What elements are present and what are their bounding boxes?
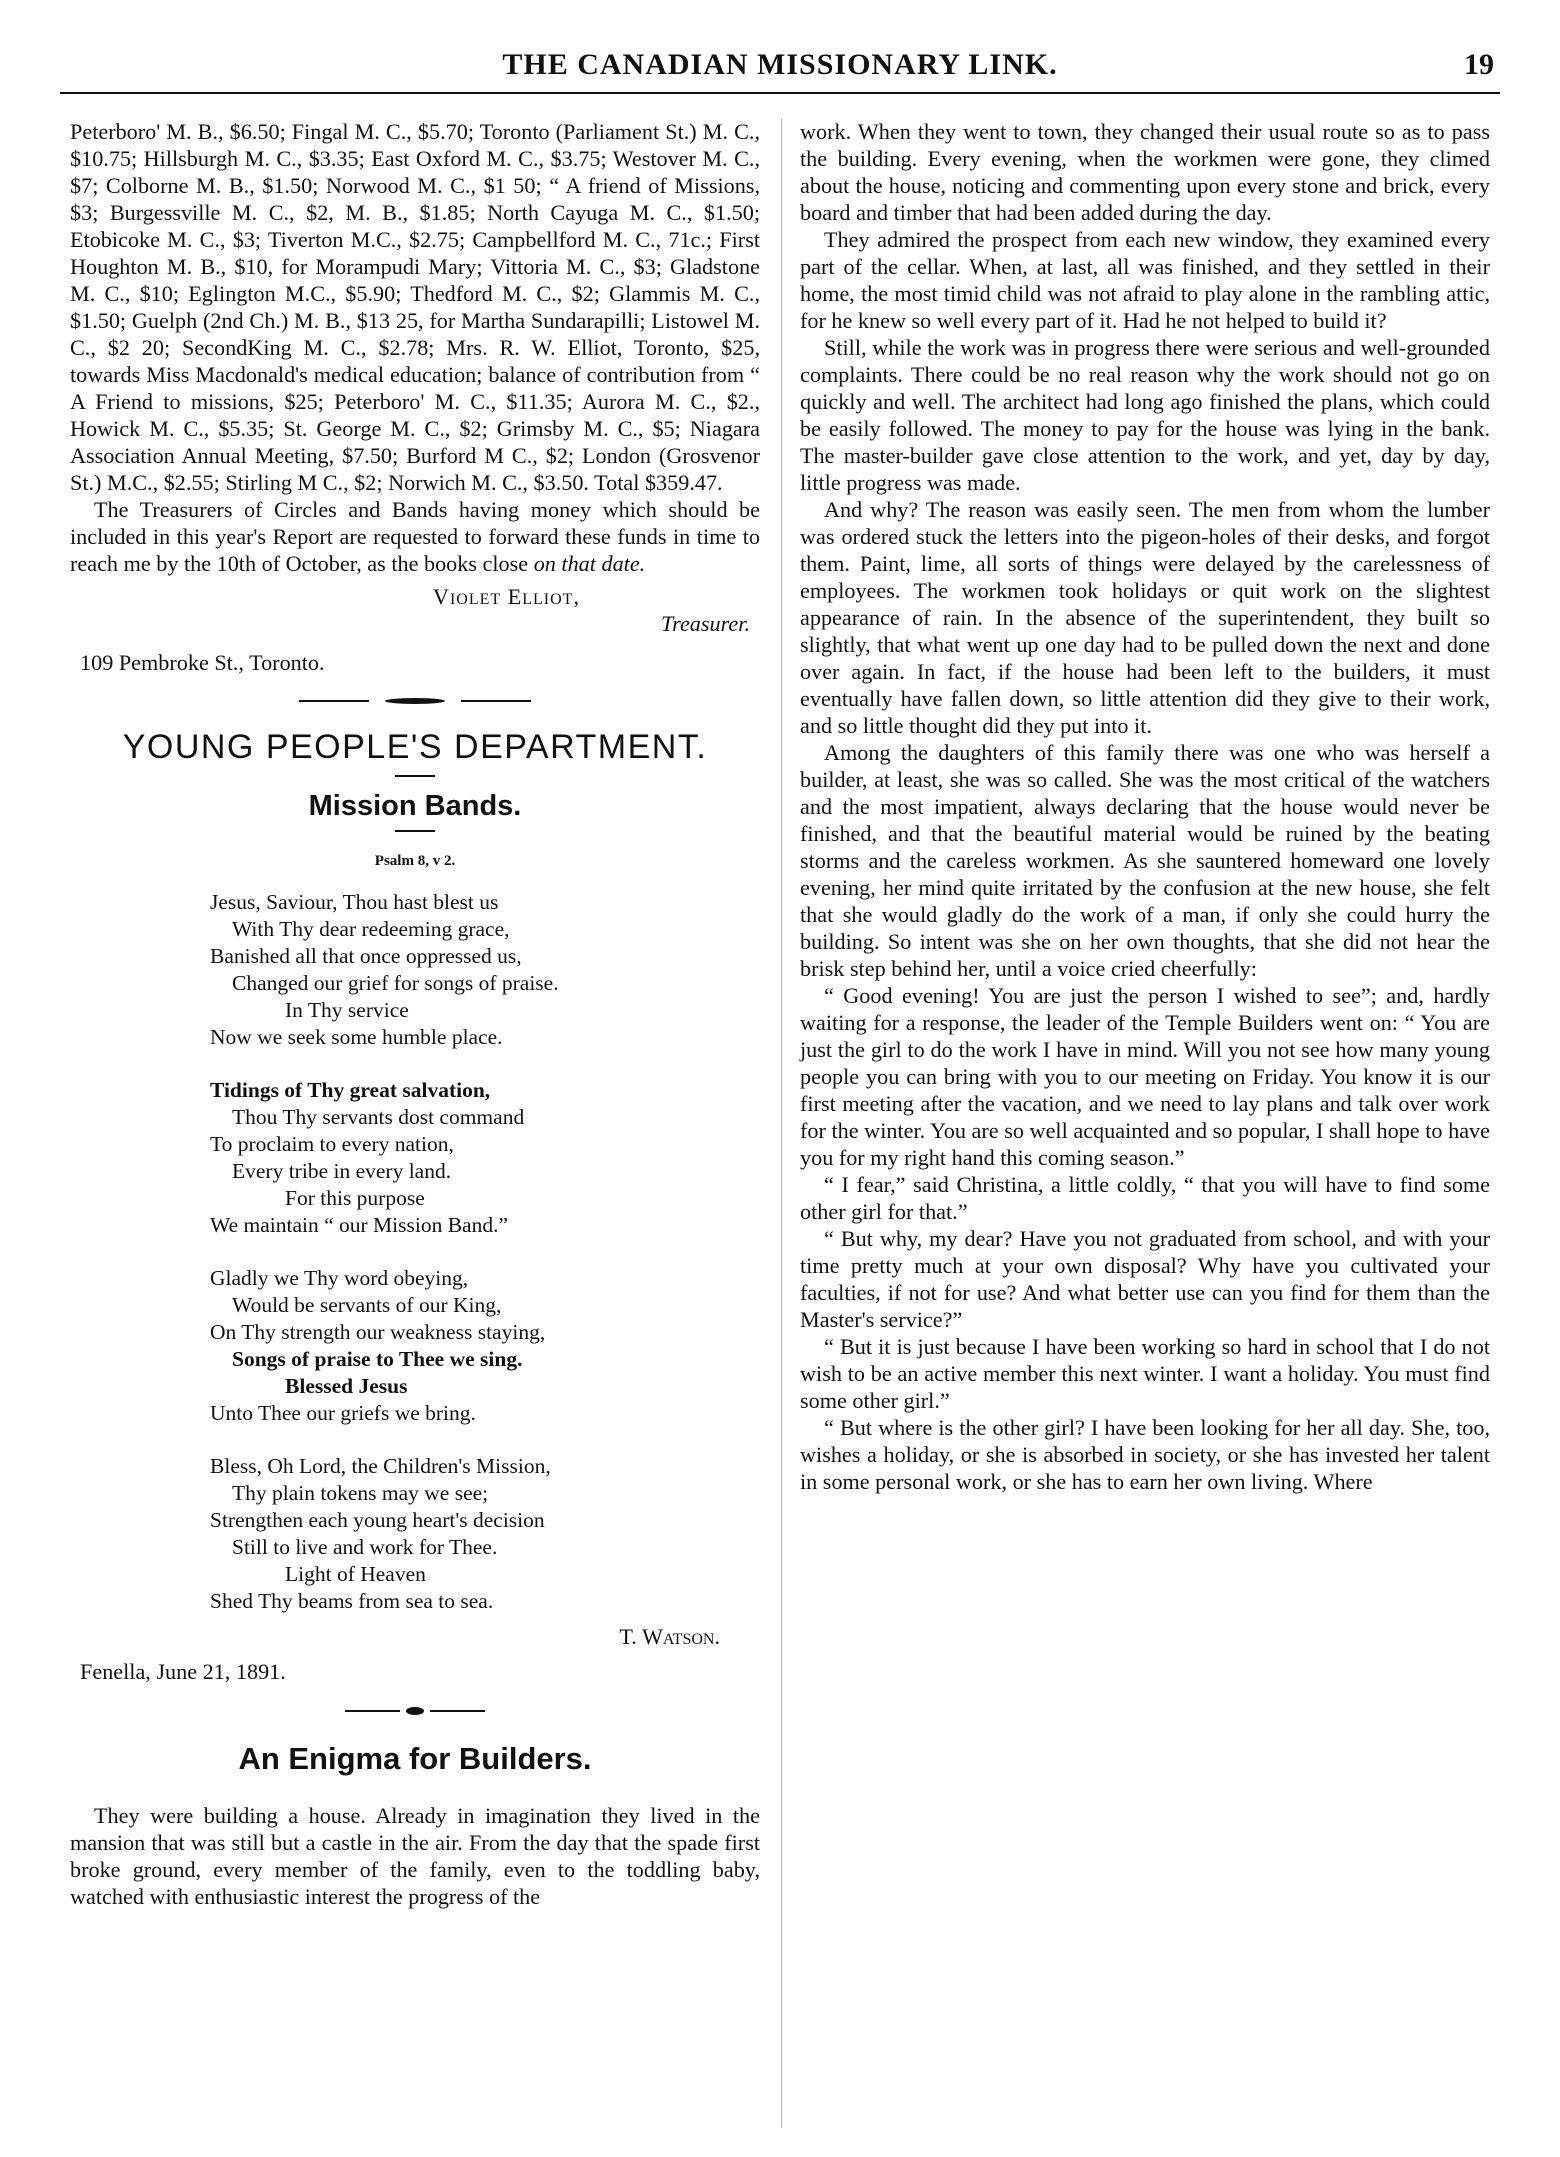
poem-line: Thy plain tokens may we see; (232, 1481, 489, 1505)
divider-line (430, 1710, 485, 1712)
divider-line (345, 1710, 400, 1712)
publication-title: THE CANADIAN MISSIONARY LINK. (502, 48, 1058, 81)
poem-line: Songs of praise to Thee we sing. (232, 1347, 523, 1371)
treasurer-note (70, 496, 760, 577)
poem-line: Changed our grief for songs of praise. (232, 971, 559, 995)
poem-line: Tidings of Thy great salvation, (210, 1078, 491, 1102)
divider-ornament (406, 1707, 424, 1715)
poem-line: Strengthen each young heart's decision (210, 1508, 545, 1532)
poem-stanza (210, 1453, 760, 1615)
divider-line (299, 700, 369, 702)
poem-line: In Thy service (285, 998, 409, 1022)
story-paragraph: work. When they went to town, they changed their usual route so as to pass the building. Every evening, when the workmen were gone, they climed about the house, noticing and commenting upon every stone and brick, every board and timber that had been added during the day. (800, 119, 1490, 225)
page-number: 19 (1464, 48, 1494, 81)
poem-line: For this purpose (285, 1186, 425, 1210)
column-gutter (781, 118, 782, 2128)
treasurer-signoff (70, 583, 760, 637)
poem-stanza (210, 1077, 760, 1239)
department-heading: YOUNG PEOPLE'S DEPARTMENT. (122, 728, 708, 766)
section-divider (70, 1707, 760, 1715)
story-paragraph: They were building a house. Already in imagination they lived in the mansion that was still but a castle in the air. From the day that the spade first broke ground, every member of the family, even to the toddling baby, watched with enthusiastic interest the progress of the (70, 1803, 760, 1909)
story-paragraph: “ But why, my dear? Have you not graduated from school, and with your time pretty much at your own disposal? Why have you cultivated your faculties, if not for use? And what better use can you find for them than the Master's service?” (800, 1226, 1490, 1332)
story-paragraph: “ But where is the other girl? I have been looking for her all day. She, too, wishes a holiday, or she is absorbed in society, or she has invested her talent in some personal work, or she has to earn her own living. Where (800, 1415, 1490, 1494)
treasurer-name: Violet Elliot, (432, 584, 580, 609)
poem-line: Blessed Jesus (285, 1374, 408, 1398)
enigma-heading: An Enigma for Builders. (238, 1741, 592, 1776)
poem-line: Jesus, Saviour, Thou hast blest us (210, 890, 499, 914)
poem-line: Unto Thee our griefs we bring. (210, 1401, 476, 1425)
heading-rule (395, 775, 435, 777)
right-column (800, 118, 1490, 1495)
story-paragraph: And why? The reason was easily seen. The men from whom the lumber was ordered stuck the letters into the pigeon-holes of their desks, and forgot them. Paint, lime, all sorts of things were delayed by the carelessness of employees. The workmen took holidays or quit work on the slightest appearance of rain. In the absence of the superintendent, they built so slightly, that what went up one day had to be pulled down the next and done over again. In fact, if the house had been left to the builders, it must eventually have fallen down, so little attention did they give to their work, and so little thought did they put into it. (800, 497, 1490, 738)
psalm-reference: Psalm 8, v 2. (374, 853, 456, 869)
poem-line: Banished all that once oppressed us, (210, 944, 522, 968)
story-paragraph: They admired the prospect from each new window, they examined every part of the cellar. When, at last, all was finished, and they settled in their home, the most timid child was not afraid to play alone in the rambling attic, for he knew so well every part of it. Had he not helped to build it? (800, 227, 1490, 333)
poem-author: T. Watson. (619, 1624, 720, 1649)
poem-line: To proclaim to every nation, (210, 1132, 454, 1156)
hymn-poem (70, 889, 760, 1615)
story-paragraph: “ I fear,” said Christina, a little coldly, “ that you will have to find some other girl for that.” (800, 1172, 1490, 1224)
contributions-list: Peterboro' M. B., $6.50; Fingal M. C., $5.70; Toronto (Parliament St.) M. C., $10.75; Hillsburgh M. C., $3.35; East Oxford M. C., $3.75; Westover M. C., $7; Colborne M. B., $1.50; Norwood M. C., $1 50; “ A friend of Missions, $3; Burgessville M. C., $2, M. B., $1.85; North Cayuga M. C., $1.50; Etobicoke M. C., $3; Tiverton M.C., $2.75; Campbellford M. C., 71c.; First Houghton M. B., $10, for Morampudi Mary; Vittoria M. C., $3; Gladstone M. C., $10; Eglington M.C., $5.90; Thedford M. C., $2; Glammis M. C., $1.50; Guelph (2nd Ch.) M. B., $13 25, for Martha Sundarapilli; Listowel M. C., $2 20; SecondKing M. C., $2.78; Mrs. R. W. Elliot, Toronto, $25, towards Miss Macdonald's medical education; balance of contribution from “ A Friend to missions, $25; Peterboro' M. C., $11.35; Aurora M. C., $2., Howick M. C., $5.35; St. George M. C., $2; Grimsby M. C., $5; Niagara Association Annual Meeting, $7.50; Burford M C., $2; London (Grosvenor St.) M.C., $2.55; Stirling M C., $2; Norwich M. C., $3.50. Total $359.47. (70, 119, 760, 495)
running-head (60, 48, 1500, 94)
poem-stanza (210, 1265, 760, 1427)
treasurer-note-emphasis: on that date. (533, 551, 646, 576)
story-paragraph: “ But it is just because I have been working so hard in school that I do not wish to be an active member this next winter. I want a holiday. You must find some other girl.” (800, 1334, 1490, 1413)
section-divider (70, 698, 760, 704)
poem-line: Thou Thy servants dost command (232, 1105, 525, 1129)
poem-line: Now we seek some humble place. (210, 1025, 503, 1049)
poem-line: Shed Thy beams from sea to sea. (210, 1589, 494, 1613)
treasurer-address: 109 Pembroke St., Toronto. (80, 650, 325, 675)
mission-bands-heading: Mission Bands. (308, 790, 522, 822)
poem-line: Still to live and work for Thee. (232, 1535, 498, 1559)
poem-line: Gladly we Thy word obeying, (210, 1266, 469, 1290)
poem-line: With Thy dear redeeming grace, (232, 917, 510, 941)
story-paragraph: “ Good evening! You are just the person I wished to see”; and, hardly waiting for a response, the leader of the Temple Builders went on: “ You are just the girl to do the work I have in mind. Will you not see how many young people you can bring with you to our meeting on Friday. You know it is our first meeting after the vacation, and we need to lay plans and talk over work for the winter. You are so well acquainted and so popular, I shall hope to have you for my right hand this coming season.” (800, 983, 1490, 1170)
treasurer-title: Treasurer. (661, 611, 750, 636)
story-paragraph: Still, while the work was in progress there were serious and well-grounded complaints. There could be no real reason why the work should not go on quickly and well. The architect had long ago finished the plans, which could be easily followed. The money to pay for the house was lying in the bank. The master-builder gave close attention to the work, and yet, day by day, little progress was made. (800, 335, 1490, 495)
poem-place-date: Fenella, June 21, 1891. (80, 1659, 286, 1684)
poem-stanza (210, 889, 760, 1051)
poem-line: We maintain “ our Mission Band.” (210, 1213, 509, 1237)
poem-line: Would be servants of our King, (232, 1293, 502, 1317)
treasurer-note-text: The Treasurers of Circles and Bands having money which should be included in this year's Report are requested to forward these funds in time to reach me by the 10th of October, as the books close (70, 497, 760, 576)
divider-ornament (385, 698, 445, 704)
divider-line (461, 700, 531, 702)
story-paragraph: Among the daughters of this family there was one who was herself a builder, at least, she was so called. She was the most critical of the watchers and the most impatient, always declaring that the house would never be finished, and that the beautiful material would be ruined by the beating storms and the careless workmen. As she sauntered homeward one lovely evening, her mind quite irritated by the confusion at the new house, she felt that she would gladly do the work of a man, if only she could hurry the building. So intent was she on her own thoughts, that she did not hear the brisk step behind her, until a voice cried cheerfully: (800, 740, 1490, 981)
poem-line: Bless, Oh Lord, the Children's Mission, (210, 1454, 551, 1478)
heading-rule (395, 830, 435, 832)
poem-line: On Thy strength our weakness staying, (210, 1320, 546, 1344)
poem-line: Light of Heaven (285, 1562, 426, 1586)
poem-line: Every tribe in every land. (232, 1159, 452, 1183)
left-column (70, 118, 760, 1910)
